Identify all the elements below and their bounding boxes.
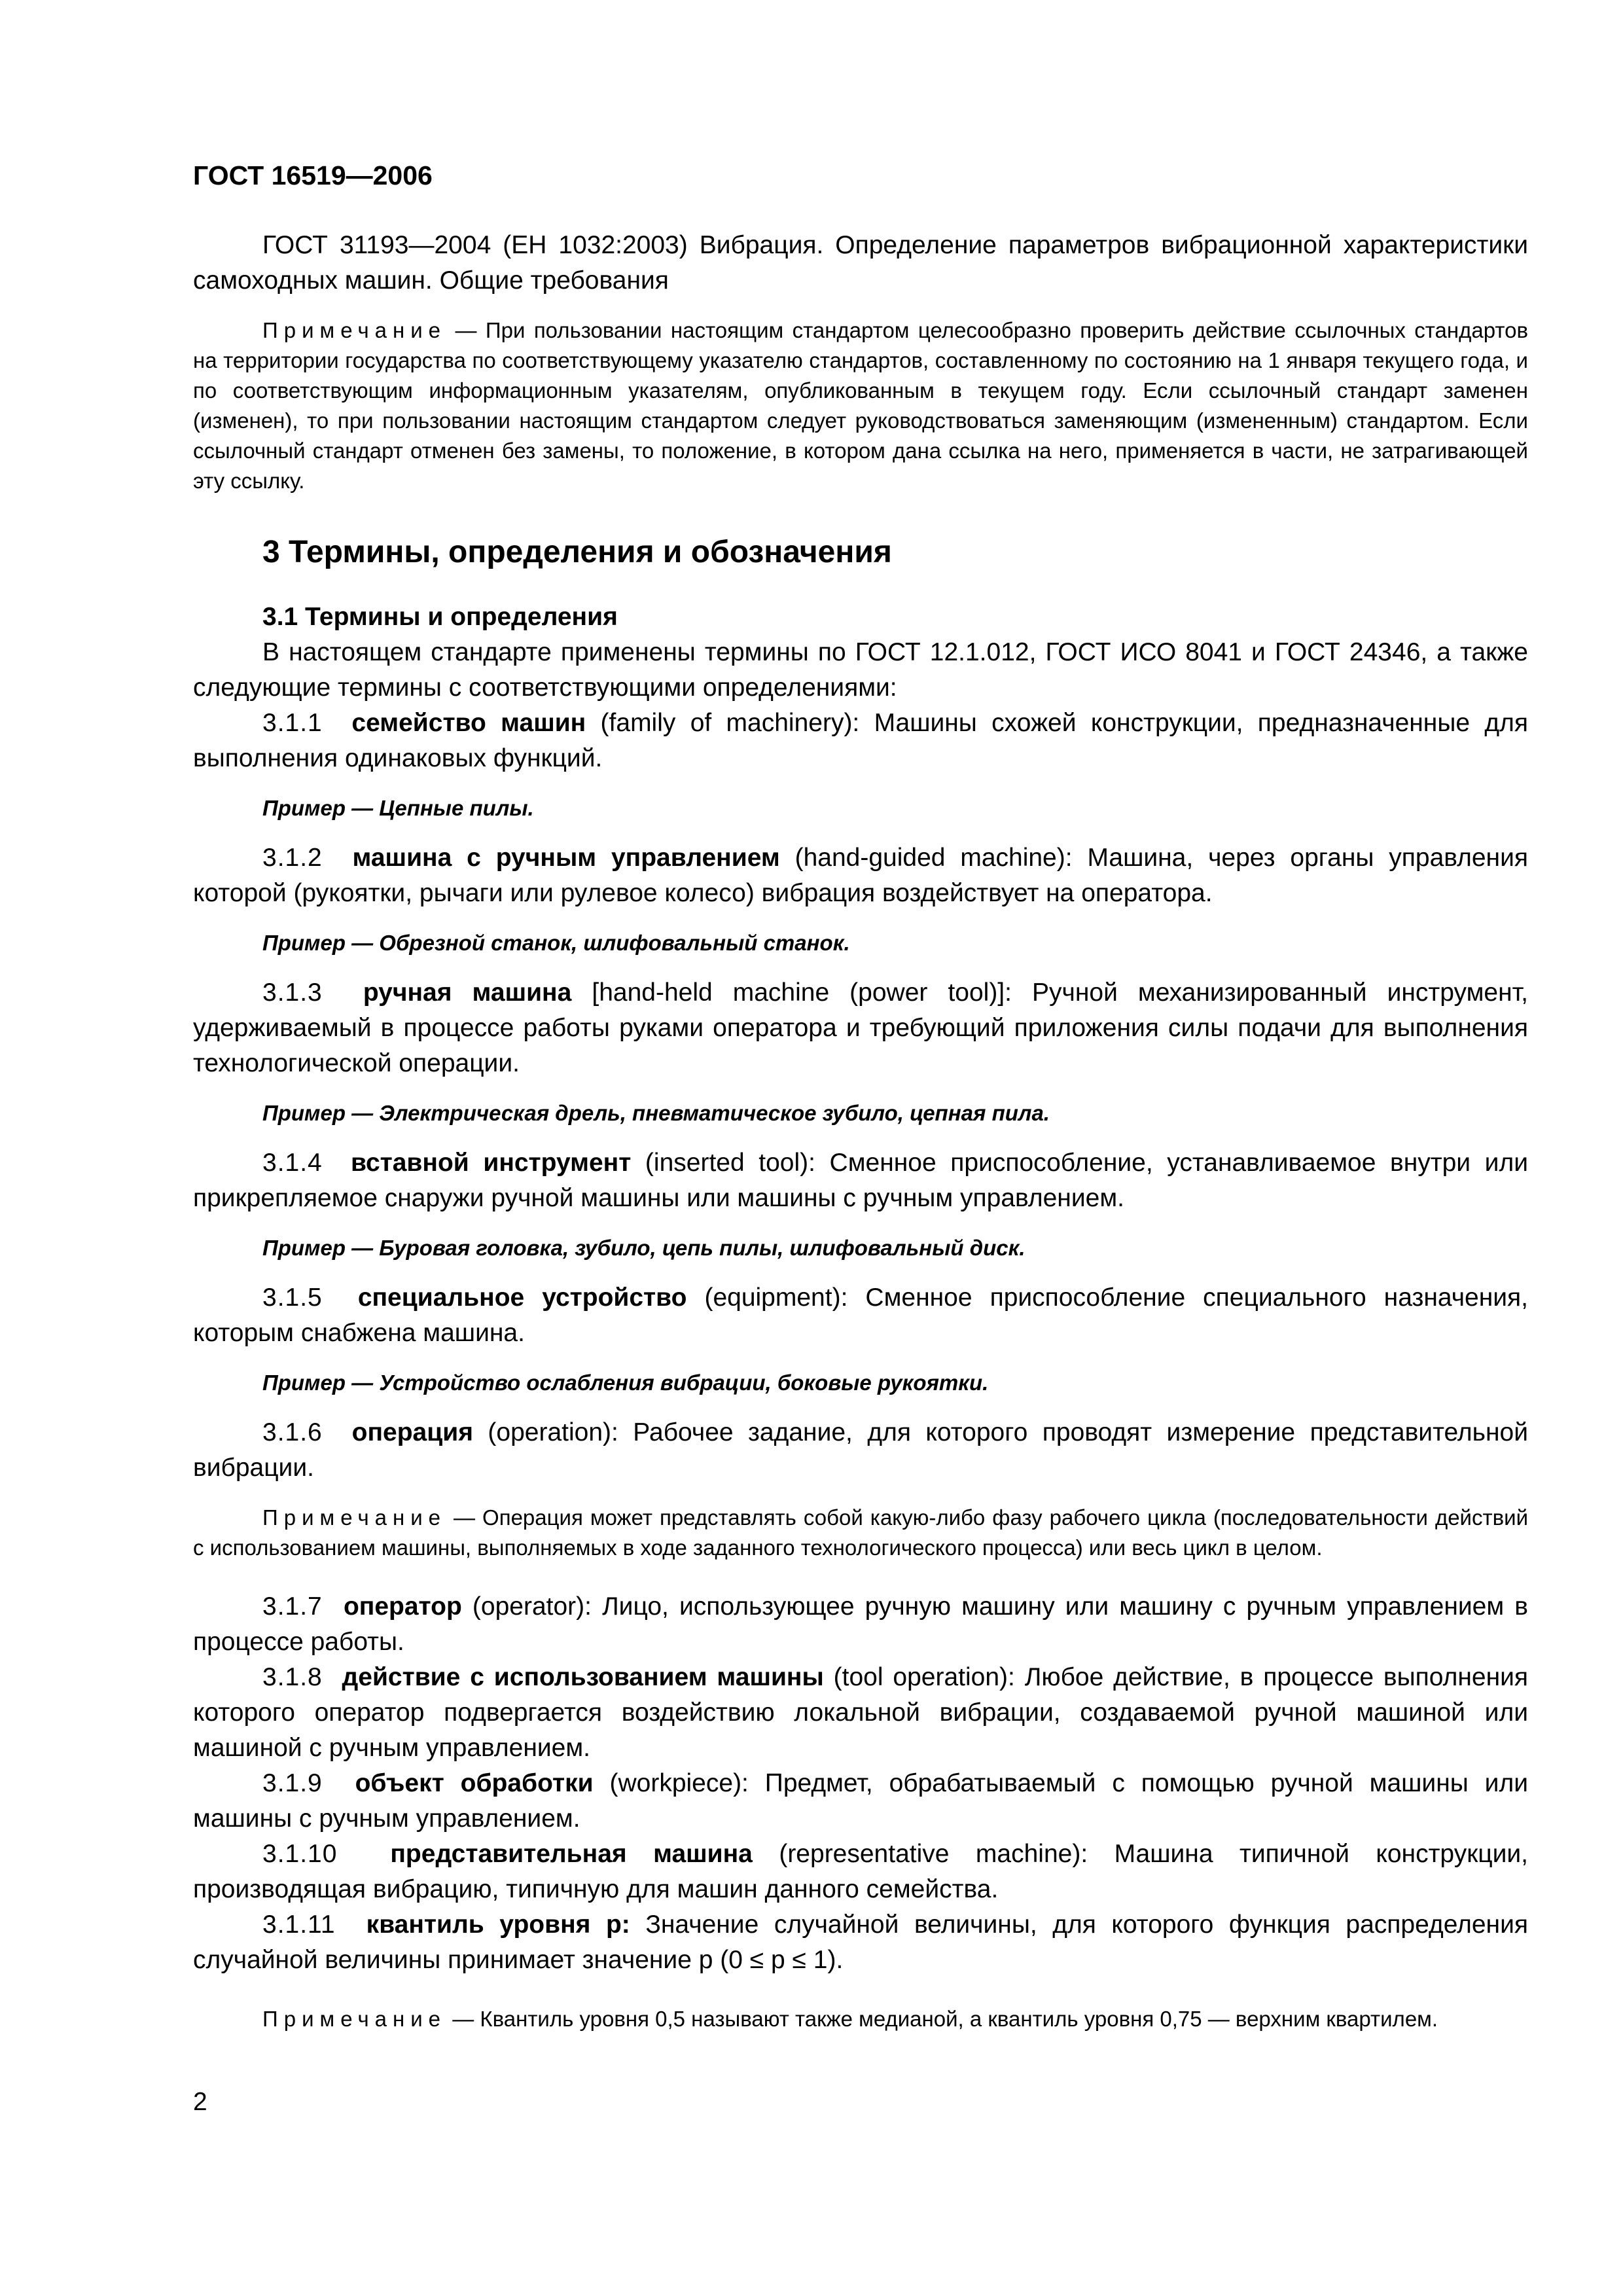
term-definition: (operator): Лицо, использующее ручную машину или машину с ручным управлением в процессе работы. bbox=[193, 1592, 1529, 1656]
term-entry bbox=[193, 840, 1528, 911]
term-name: ручная машина bbox=[363, 978, 572, 1007]
term-number: 3.1.3 bbox=[262, 978, 323, 1007]
term-name: объект обработки bbox=[355, 1769, 594, 1797]
subsection-heading: 3.1 Термины и определения bbox=[262, 603, 618, 631]
reference-note bbox=[193, 315, 1528, 496]
term-entry bbox=[193, 1280, 1528, 1351]
term-number: 3.1.10 bbox=[262, 1840, 338, 1868]
term-definition: [hand-held machine (power tool)]: Ручной механизированный инструмент, удерживаемый в процессе работы руками оператора и требующий приложения силы подачи для выполнения технологической операции. bbox=[193, 978, 1529, 1077]
term-entry bbox=[193, 1589, 1528, 1660]
term-entry bbox=[193, 1837, 1528, 1907]
term-example: Пример — Цепные пилы. bbox=[262, 796, 534, 820]
term-example: Пример — Буровая головка, зубило, цепь пилы, шлифовальный диск. bbox=[262, 1236, 1026, 1260]
term-entry bbox=[193, 1145, 1528, 1216]
term-name: специальное устройство bbox=[357, 1283, 687, 1312]
term-name: действие с использованием машины bbox=[342, 1663, 824, 1691]
term-name: оператор bbox=[343, 1592, 462, 1621]
page-number: 2 bbox=[193, 2088, 207, 2116]
note-label: Примечание bbox=[262, 318, 447, 342]
term-name: квантиль уровня p: bbox=[366, 1910, 630, 1939]
document-header: ГОСТ 16519—2006 bbox=[193, 160, 433, 190]
term-entry bbox=[193, 1766, 1528, 1837]
term-entry bbox=[193, 1907, 1528, 1978]
term-number: 3.1.11 bbox=[262, 1910, 336, 1939]
term-number: 3.1.1 bbox=[262, 709, 323, 737]
terms-intro: В настоящем стандарте применены термины по ГОСТ 12.1.012, ГОСТ ИСО 8041 и ГОСТ 24346, а также следующие термины с соответствующими определениями: bbox=[193, 638, 1528, 702]
quantile-note bbox=[193, 2004, 1528, 2034]
document-page bbox=[193, 157, 1528, 2034]
term-definition: (representative machine): Машина типичной конструкции, производящая вибрацию, типичную для машин данного семейства. bbox=[193, 1840, 1528, 1903]
term-number: 3.1.4 bbox=[262, 1149, 323, 1177]
term-entry bbox=[193, 975, 1528, 1081]
term-number: 3.1.7 bbox=[262, 1592, 323, 1621]
term-name: машина с ручным управлением bbox=[352, 844, 780, 872]
term-example: Пример — Электрическая дрель, пневматическое зубило, цепная пила. bbox=[262, 1101, 1050, 1125]
term-definition: (tool operation): Любое действие, в процессе выполнения которого оператор подвергается воздействию локальной вибрации, создаваемой ручной машиной или машиной с ручным управлением. bbox=[193, 1663, 1529, 1762]
term-name: операция bbox=[351, 1418, 473, 1446]
term-name: вставной инструмент bbox=[350, 1149, 632, 1177]
operation-note bbox=[193, 1503, 1528, 1563]
term-definition: (family of machinery): Машины схожей конструкции, предназначенные для выполнения одинаковых функций. bbox=[193, 709, 1529, 772]
term-number: 3.1.8 bbox=[262, 1663, 323, 1691]
term-number: 3.1.5 bbox=[262, 1283, 323, 1312]
note-text: — При пользовании настоящим стандартом целесообразно проверить действие ссылочных стандартов на территории государства по соответствующему указателю стандартов, составленному по состоянию на 1 января текущего года, и по соответствующим информационным указателям, опубликованным в текущем году. Если ссылочный стандарт заменен (изменен), то при пользовании настоящим стандартом следует руководствоваться заменяющим (измененным) стандартом. Если ссылочный стандарт отменен без замены, то положение, в котором дана ссылка на него, применяется в части, не затрагивающей эту ссылку. bbox=[193, 318, 1528, 493]
term-definition: (workpiece): Предмет, обрабатываемый с помощью ручной машины или машины с ручным управлением. bbox=[193, 1769, 1529, 1833]
term-definition: Значение случайной величины, для которого функция распределения случайной величины принимает значение p (0 ≤ p ≤ 1). bbox=[193, 1910, 1528, 1974]
term-definition: (hand-guided machine): Машина, через органы управления которой (рукоятки, рычаги или рулевое колесо) вибрация воздействует на оператора. bbox=[193, 844, 1529, 907]
term-definition: (operation): Рабочее задание, для которого проводят измерение представительной вибрации. bbox=[193, 1418, 1528, 1482]
reference-standard: ГОСТ 31193—2004 (ЕН 1032:2003) Вибрация. Определение параметров вибрационной характеристики самоходных машин. Общие требования bbox=[193, 231, 1528, 295]
term-definition: (equipment): Сменное приспособление специального назначения, которым снабжена машина. bbox=[193, 1283, 1529, 1347]
term-entry bbox=[193, 706, 1528, 776]
term-name: семейство машин bbox=[351, 709, 586, 737]
section-heading: 3 Термины, определения и обозначения bbox=[262, 535, 892, 569]
note-label: Примечание bbox=[262, 2007, 447, 2031]
term-example: Пример — Обрезной станок, шлифовальный станок. bbox=[262, 931, 850, 955]
term-entry bbox=[193, 1660, 1528, 1766]
note-text: — Операция может представлять собой какую-либо фазу рабочего цикла (последовательности действий с использованием машины, выполняемых в ходе заданного технологического процесса) или весь цикл в целом. bbox=[193, 1505, 1529, 1560]
term-entry bbox=[193, 1415, 1528, 1486]
term-example: Пример — Устройство ослабления вибрации, боковые рукоятки. bbox=[262, 1371, 989, 1395]
term-name: представительная машина bbox=[390, 1840, 753, 1868]
note-label: Примечание bbox=[262, 1505, 447, 1530]
note-text: — Квантиль уровня 0,5 называют также медианой, а квантиль уровня 0,75 — верхним квартилем. bbox=[452, 2007, 1438, 2031]
term-definition: (inserted tool): Сменное приспособление, устанавливаемое внутри или прикрепляемое снаружи ручной машины или машины с ручным управлением. bbox=[193, 1149, 1528, 1212]
term-number: 3.1.2 bbox=[262, 844, 323, 872]
term-number: 3.1.6 bbox=[262, 1418, 323, 1446]
term-number: 3.1.9 bbox=[262, 1769, 323, 1797]
